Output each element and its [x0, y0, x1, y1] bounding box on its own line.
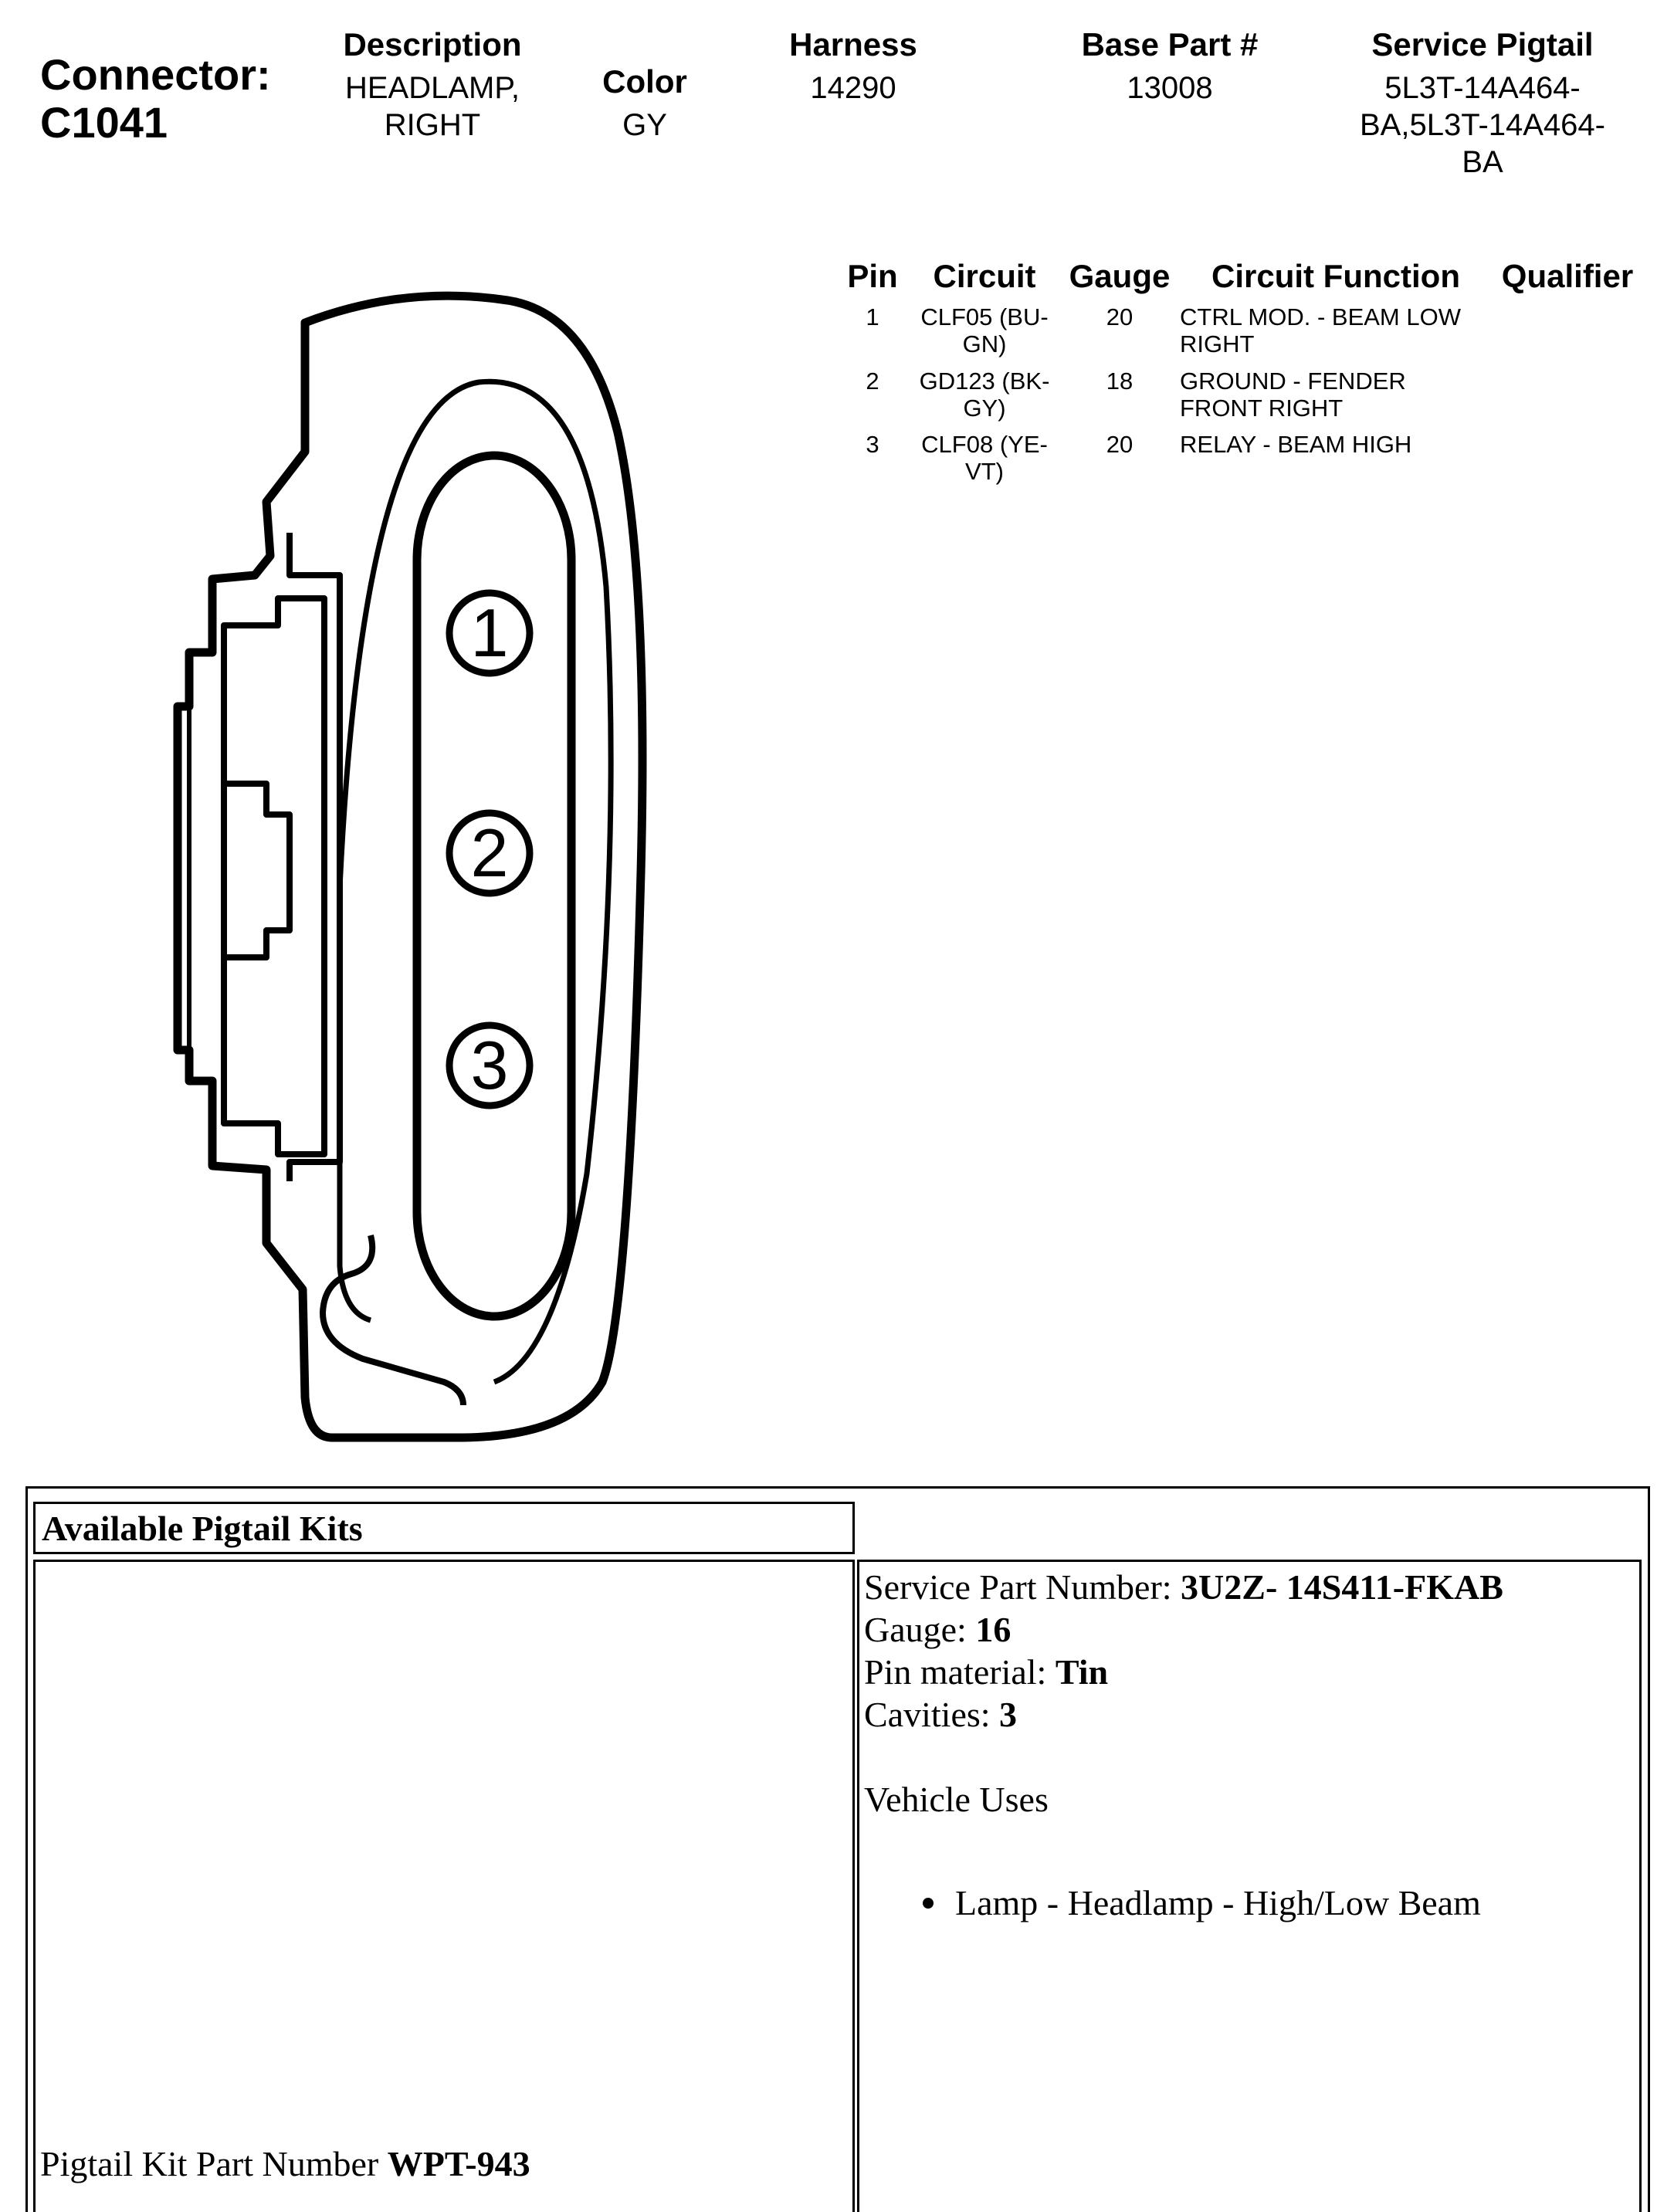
circuit-id — [907, 431, 1062, 485]
circuit-id — [907, 303, 1062, 357]
pigtail-kit-part-value: WPT-943 — [387, 2144, 530, 2183]
pigtail-gauge-value: 16 — [975, 1610, 1012, 1649]
pin-material-label: Pin material: — [864, 1652, 1056, 1692]
service-pigtail-value-line3: BA — [1462, 145, 1503, 179]
circuit-function — [1180, 368, 1489, 422]
circuit-id-line1: CLF08 (YE- — [921, 431, 1048, 458]
harness-label: Harness — [789, 26, 917, 63]
circuit-function-line2: RIGHT — [1180, 330, 1255, 357]
gauge-value: 20 — [1106, 431, 1134, 458]
circuit-function-line2: FRONT RIGHT — [1180, 395, 1344, 422]
pigtail-gauge — [864, 1608, 1503, 1651]
gauge-value: 18 — [1106, 368, 1134, 395]
pigtail-spec-list — [864, 1566, 1503, 1821]
pin-number: 1 — [866, 303, 879, 330]
pin-material — [864, 1651, 1503, 1693]
connector-title — [40, 51, 271, 147]
pin-1-label: 1 — [470, 594, 509, 671]
pin-3-label: 3 — [470, 1027, 509, 1103]
connector-id: C1041 — [40, 98, 168, 147]
pigtail-kits-title-cell — [33, 1502, 855, 1554]
circuit-function — [1180, 303, 1489, 357]
circuit-id-line2: GY) — [963, 395, 1006, 422]
circuit-id — [907, 368, 1062, 422]
lock-block-outer — [290, 533, 340, 1181]
cavities-label: Cavities: — [864, 1695, 1000, 1734]
vehicle-use-list-item — [923, 1882, 1481, 1923]
description-value-line1: HEADLAMP, — [344, 71, 520, 105]
connector-latch-hook — [323, 1235, 463, 1405]
service-pigtail-value-line1: 5L3T-14A464- — [1384, 71, 1581, 105]
pigtail-spec-cell — [857, 1560, 1642, 2212]
color-label: Color — [602, 63, 687, 100]
base-part-value: 13008 — [1127, 71, 1213, 105]
circuit-function-line1: GROUND - FENDER — [1180, 368, 1406, 395]
circuit-id-line2: VT) — [965, 458, 1004, 485]
pin-material-value: Tin — [1055, 1652, 1109, 1692]
pigtail-kit-image-cell — [33, 1560, 855, 2212]
lock-tab — [224, 784, 290, 957]
harness-column — [741, 23, 965, 107]
service-part-label: Service Part Number: — [864, 1567, 1181, 1607]
pigtail-kit-part-label: Pigtail Kit Part Number — [40, 2144, 388, 2183]
qualifier-header: Qualifier — [1501, 258, 1634, 294]
description-value-line2: RIGHT — [384, 108, 481, 142]
bullet-icon — [923, 1898, 934, 1909]
service-pigtail-label: Service Pigtail — [1371, 26, 1594, 63]
connector-inner-tail — [340, 888, 371, 1320]
pigtail-kit-part-number — [40, 2143, 530, 2185]
circuit-id-line1: CLF05 (BU- — [920, 303, 1049, 330]
cavities-value: 3 — [999, 1695, 1018, 1734]
pigtail-gauge-label: Gauge: — [864, 1610, 976, 1649]
service-pigtail-value-line2: BA,5L3T-14A464- — [1360, 108, 1605, 142]
gauge-header: Gauge — [1069, 258, 1171, 294]
base-part-label: Base Part # — [1081, 26, 1259, 63]
circuit-function-header: Circuit Function — [1211, 258, 1460, 294]
color-value: GY — [622, 108, 667, 142]
description-label: Description — [343, 26, 522, 63]
lock-block-inner — [224, 598, 324, 1154]
service-pigtail-column — [1344, 23, 1621, 181]
description-column — [309, 23, 556, 144]
pin-2-label: 2 — [470, 815, 509, 891]
base-part-column — [1042, 23, 1297, 107]
circuit-id-line1: GD123 (BK- — [919, 368, 1050, 395]
pin-number: 3 — [866, 431, 879, 458]
circuit-function-line1: CTRL MOD. - BEAM LOW — [1180, 303, 1461, 330]
harness-value: 14290 — [810, 71, 896, 105]
circuit-function-line1: RELAY - BEAM HIGH — [1180, 431, 1412, 458]
circuit-id-line2: GN) — [962, 330, 1007, 357]
circuit-function — [1180, 431, 1489, 458]
pin-header: Pin — [847, 258, 898, 294]
pin-number: 2 — [866, 368, 879, 395]
vehicle-uses-heading: Vehicle Uses — [864, 1780, 1049, 1819]
service-part-number — [864, 1566, 1503, 1608]
vehicle-use-text: Lamp - Headlamp - High/Low Beam — [955, 1883, 1481, 1922]
color-column — [564, 60, 726, 144]
gauge-value: 20 — [1106, 303, 1134, 330]
cavities — [864, 1693, 1503, 1736]
circuit-header: Circuit — [933, 258, 1036, 294]
connector-face-diagram — [154, 286, 664, 1459]
connector-label: Connector: — [40, 50, 271, 99]
service-part-value: 3U2Z- 14S411-FKAB — [1181, 1567, 1503, 1607]
pigtail-kits-title: Available Pigtail Kits — [42, 1509, 363, 1548]
